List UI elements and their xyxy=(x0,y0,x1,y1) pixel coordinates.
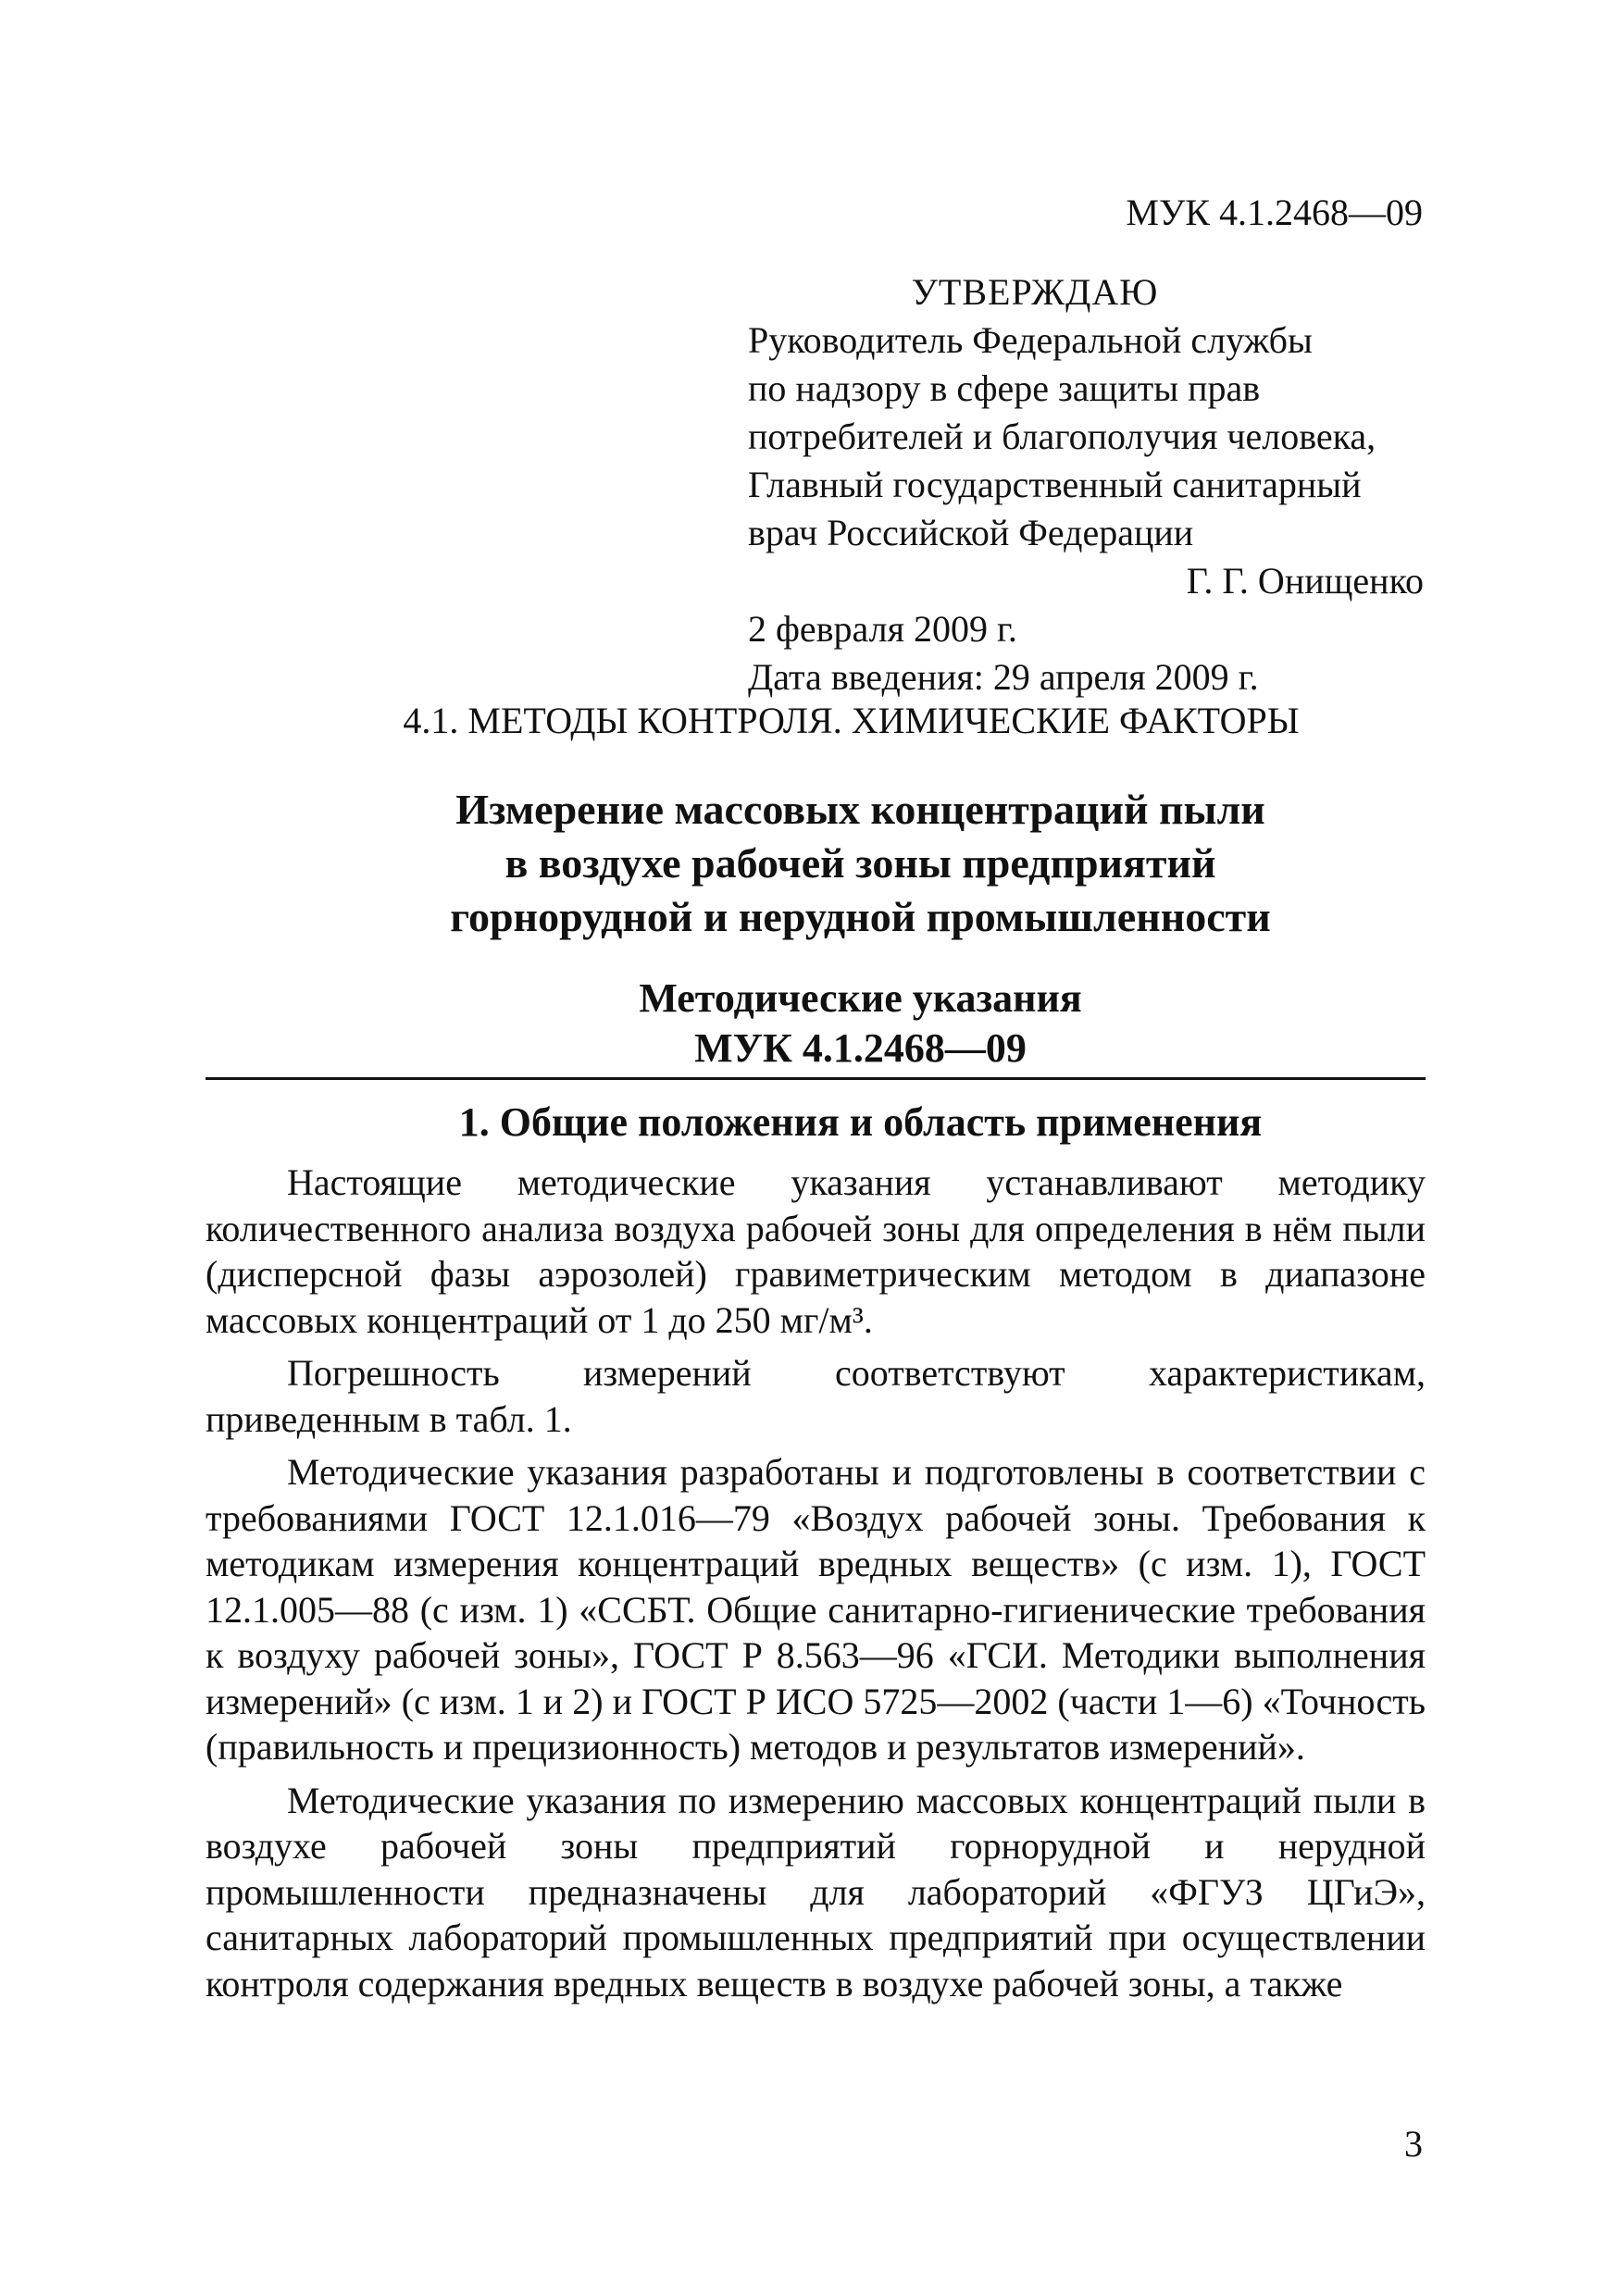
title-divider xyxy=(205,1077,1426,1080)
effective-date: Дата введения: 29 апреля 2009 г. xyxy=(748,656,1259,698)
paragraph: Методические указания по измерению массовых концентраций пыли в воздухе рабочей зоны предприятий горнорудной и нерудной промышленности предназначены для лабораторий «ФГУЗ ЦГиЭ», санитарных лабораторий промышленных предприятий при осуществлении контроля содержания вредных веществ в воздухе рабочей зоны, а также xyxy=(205,1779,1426,2004)
approval-date: 2 февраля 2009 г. xyxy=(748,608,1017,650)
paragraph: Погрешность измерений соответствуют характеристикам, приведенным в табл. 1. xyxy=(205,1352,1426,1440)
approver-position-line: врач Российской Федерации xyxy=(748,512,1194,553)
section-body xyxy=(205,1160,1426,2014)
paragraph: Настоящие методические указания устанавливают методику количественного анализа воздуха рабочей зоны для определения в нём пыли (дисперсной фазы аэрозолей) гравиметрическим методом в диапазоне массовых концентраций от 1 до 250 мг/м³. xyxy=(205,1161,1426,1341)
document-subtitle xyxy=(0,974,1619,1074)
approver-name: Г. Г. Онищенко xyxy=(1186,560,1424,602)
document-code-header: МУК 4.1.2468—09 xyxy=(1126,192,1423,233)
title-line: Измерение массовых концентраций пыли xyxy=(455,786,1265,833)
approval-heading: УТВЕРЖДАЮ xyxy=(911,271,1159,313)
document-title xyxy=(0,783,1619,944)
approver-position-line: Главный государственный санитарный xyxy=(748,464,1362,505)
approver-position-line: потребителей и благополучия человека, xyxy=(748,416,1376,457)
document-code: МУК 4.1.2468—09 xyxy=(694,1025,1027,1071)
approver-position-line: Руководитель Федеральной службы xyxy=(748,319,1313,361)
title-line: в воздухе рабочей зоны предприятий xyxy=(504,839,1216,887)
page-number: 3 xyxy=(1404,2123,1423,2165)
title-line: горнорудной и нерудной промышленности xyxy=(450,893,1271,940)
approval-block xyxy=(748,268,1424,701)
approver-position-line: по надзору в сфере защиты прав xyxy=(748,367,1261,409)
series-heading: 4.1. МЕТОДЫ КОНТРОЛЯ. ХИМИЧЕСКИЕ ФАКТОРЫ xyxy=(403,700,1300,741)
section-heading: 1. Общие положения и область применения xyxy=(458,1099,1263,1145)
document-type: Методические указания xyxy=(639,975,1082,1021)
paragraph: Методические указания разработаны и подготовлены в соответствии с требованиями ГОСТ 12.1.016—79 «Воздух рабочей зоны. Требования к методикам измерения концентраций вредных веществ» (с изм. 1), ГОСТ 12.1.005—88 (с изм. 1) «ССБТ. Общие санитарно-гигиенические требования к воздуху рабочей зоны», ГОСТ Р 8.563—96 «ГСИ. Методики выполнения измерений» (с изм. 1 и 2) и ГОСТ Р ИСО 5725—2002 (части 1—6) «Точность (правильность и прецизионность) методов и результатов измерений». xyxy=(205,1451,1426,1768)
